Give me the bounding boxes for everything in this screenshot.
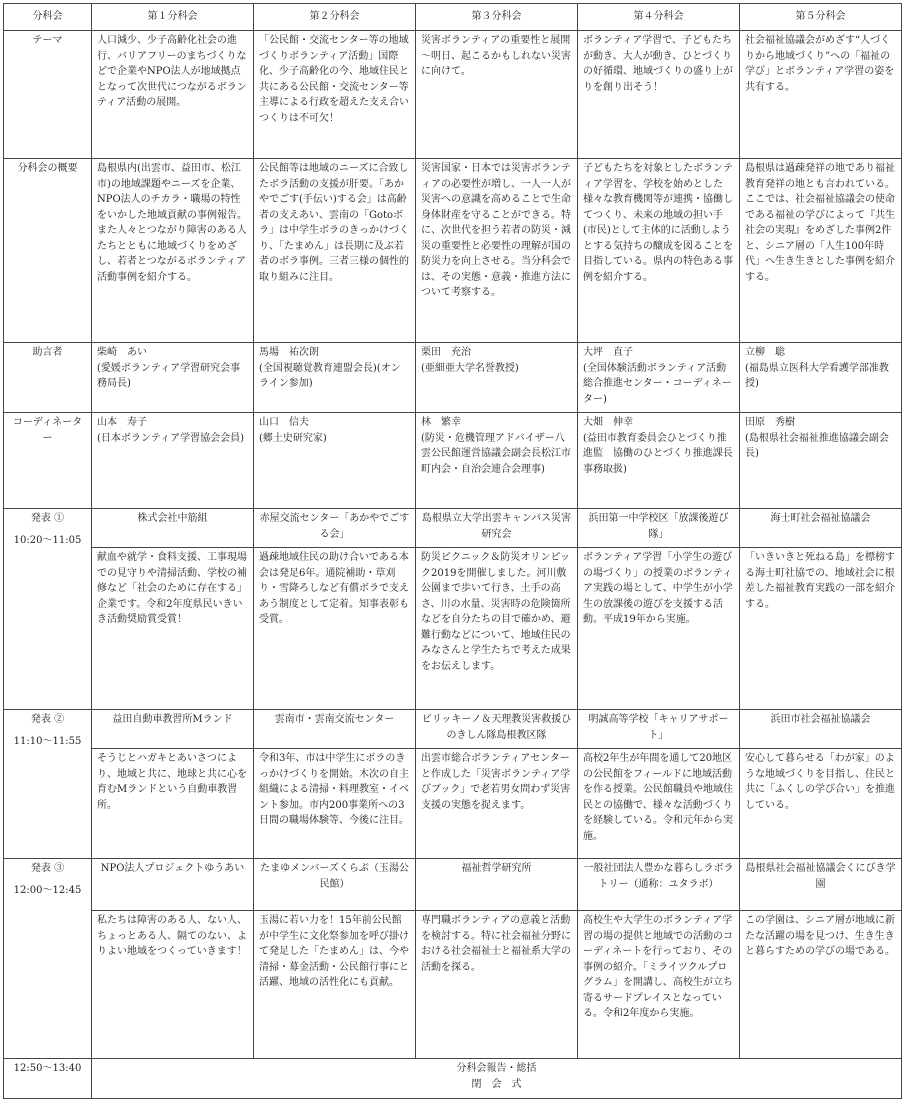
theme-cell: 「公民館・交流センター等の地域づくりボランティア活動」国際化、少子高齢化の今、地域住民と共にある公民館・交流センター等主導による行政を超えた支え合いつくりは不可欠！: [254, 31, 416, 159]
presenter-org: 島根県社会福祉協議会くにびき学園: [740, 859, 902, 911]
overview-cell: 島根県内(出雲市、益田市、松江市)の地域課題やニーズを企業、NPO法人のチカラ・職場の特性をいかした地域貢献の事例報告。また人々とつながり障害のある人たちとともに地域づくりをめざし、若者とつながるボランティア活動事例を紹介する。: [92, 159, 254, 343]
advisor-cell: [578, 343, 740, 413]
closing-report-label: 分科会報告・総括: [456, 1063, 537, 1074]
presentation-label: 発表 ③: [30, 863, 65, 874]
presentation-detail: 専門職ボランティアの意義と活動を検討する。特に社会福祉分野における社会福祉士と福祉系大学の活動を探る。: [416, 911, 578, 1059]
session-schedule-table: [3, 3, 902, 1099]
pres2-detail-row: [4, 749, 902, 859]
theme-row: [4, 31, 902, 159]
presentation-detail: 高校生や大学生のボランティア学習の場の提供と地域での活動のコーディネートを行っており、その事例の紹介。「ミライツクルプログラム」を開講し、高校生が立ち寄るサードプレイスとなっている。令和2年度から実施。: [578, 911, 740, 1059]
coordinator-cell: [254, 413, 416, 509]
presenter-org: 雲南市・雲南交流センター: [254, 710, 416, 749]
presentation-detail: 玉湯に若い力を！15年前公民館が中学生に文化祭参加を呼び掛けて発足した「たまめん」は、今や清掃・募金活動・公民館行事にと活躍、地域の活性化にも貢献。: [254, 911, 416, 1059]
coordinator-affiliation: (日本ボランティア学習協会会員): [97, 432, 245, 444]
advisor-row: [4, 343, 902, 413]
theme-cell: ボランティア学習で、子どもたちが動き、大人が動き、ひとづくりの好循環、地域づくりの盛り上がりを創り出そう！: [578, 31, 740, 159]
presentation-detail: そうじとハガキとあいさつにより、地域と共に、地球と共に心を育むMランドという自動車教習所。: [92, 749, 254, 859]
coordinator-affiliation: (防災・危機管理アドバイザー八雲公民館運営協議会副会長松江市町内会・自治会連合会理事): [421, 432, 571, 475]
presenter-org: たまゆメンバーズくらぶ（玉湯公民館）: [254, 859, 416, 911]
presenter-org: 島根県立大学出雲キャンパス災害研究会: [416, 509, 578, 548]
coordinator-name: 山口 信夫: [259, 417, 309, 428]
pres1-org-row: [4, 509, 902, 548]
presentation-detail: 過疎地域住民の助け合いである本会は発足6年。通院補助・草刈り・雪降ろしなど有償ボラで支えあう制度として定着。知事表彰も受賞。: [254, 548, 416, 710]
closing-ceremony-label: 閉 会 式: [471, 1078, 522, 1090]
presentation-detail: 令和3年、市は中学生にボラのきっかけづくりを開始。木次の自主組織による清掃・料理教室・イベント参加。市内200事業所への3日間の職場体験等、今後に注目。: [254, 749, 416, 859]
presentation-detail: 安心して暮らせる「わが家」のような地域づくりを目指し、住民と共に「ふくしの学び合い」を推進している。: [740, 749, 902, 859]
presenter-org: 一般社団法人豊かな暮らしラボラトリー（通称：ユタラボ）: [578, 859, 740, 911]
overview-cell: 公民館等は地域のニーズに合致したボラ活動の支援が肝要。「あかやでごす(手伝い)する会」は高齢者の支えあい、雲南の「Gotoボラ」は中学生ボラのきっかけづくり、「たまめん」は長期に及ぶ若者のボラ事例。三者三様の個性的取り組みに注目。: [254, 159, 416, 343]
pres3-detail-row: [4, 911, 902, 1059]
presentation-time: 10:20～11:05: [13, 534, 82, 546]
presentation-detail: この学園は、シニア層が地域に新たな活躍の場を見つけ、生き生きと暮らすための学びの場である。: [740, 911, 902, 1059]
presentation-detail: 防災ピクニック＆防災オリンピック2019を開催しました。河川敷公園まで歩いて行き、土手の高さ、川の水量、災害時の危険箇所などを自分たちの目で確かめ、避難行動などについて、地域住民のみなさんと学生たちで考えた成果をお伝えします。: [416, 548, 578, 710]
presentation-detail: 献血や就学・食料支援、工事現場での見守りや清掃活動、学校の補修など「社会のために存在する」企業です。令和2年度県民いきいき活動奨励賞受賞！: [92, 548, 254, 710]
header-session-1: 第１分科会: [92, 4, 254, 31]
advisor-affiliation: (愛媛ボランティア学習研究会事務局長): [97, 362, 241, 389]
overview-cell: 災害国家・日本では災害ボランティアの必要性が増し、一人一人が災害への意識を高めることで生命身体財産を守ることができる。特に、次世代を担う若者の防災・減災の重要性と必要性の理解が国の防災力を向上させる。当分科会では、その実態・意義・推進方法について考察する。: [416, 159, 578, 343]
coordinator-name: 田原 秀樹: [745, 417, 795, 428]
advisor-name: 栗田 充治: [421, 347, 471, 358]
advisor-name: 立柳 聡: [745, 347, 785, 358]
closing-cell: [92, 1059, 902, 1099]
presentation-time: 11:10～11:55: [13, 735, 82, 747]
advisor-name: 柴崎 あい: [97, 347, 147, 358]
presenter-org: NPO法人プロジェクトゆうあい: [92, 859, 254, 911]
presenter-org: 株式会社中筋組: [92, 509, 254, 548]
theme-cell: 社会福祉協議会がめざす“人づくりから地域づくり”への「福祉の学び」とボランティア学習の姿を共有する。: [740, 31, 902, 159]
row-label-coordinator: コーディネーター: [4, 413, 92, 509]
presentation-detail: 「いきいきと死ねる島」を標榜する海士町社協での、地域社会に根差した福祉教育実践の一部を紹介する。: [740, 548, 902, 710]
advisor-name: 馬場 祐次朗: [259, 347, 319, 358]
overview-cell: 子どもたちを対象としたボランティア学習を、学校を始めとした様々な教育機関等が連携・協働してつくり、未来の地域の担い手(市民)として主体的に活動しようとする気持ちの醸成を図ることを目指している。県内の特色ある事例を紹介する。: [578, 159, 740, 343]
presenter-org: 明誠高等学校「キャリアサポート」: [578, 710, 740, 749]
presentation-detail: 私たちは障害のある人、ない人、ちょっとある人、隔てのない、よりよい地域をつくっていきます！: [92, 911, 254, 1059]
advisor-affiliation: (全国体験活動ボランティア活動総合推進センター・コーディネーター): [583, 362, 732, 405]
presentation-time: 12:00～12:45: [13, 884, 82, 896]
pres1-detail-row: [4, 548, 902, 710]
coordinator-affiliation: (益田市教育委員会ひとづくり推進監 協働のひとづくり推進課長事務取扱): [583, 432, 733, 475]
advisor-cell: [254, 343, 416, 413]
coordinator-affiliation: (島根県社会福祉推進協議会副会長): [745, 432, 889, 459]
row-label-advisor: 助言者: [4, 343, 92, 413]
closing-row: [4, 1059, 902, 1099]
presentation-detail: ボランティア学習「小学生の遊びの場づくり」の授業のボランティア実践の場として、中学生が小学生の放課後の遊びを支援する活動。平成19年から実施。: [578, 548, 740, 710]
advisor-cell: [740, 343, 902, 413]
header-session-label: 分科会: [4, 4, 92, 31]
header-session-4: 第４分科会: [578, 4, 740, 31]
coordinator-cell: [92, 413, 254, 509]
coordinator-cell: [416, 413, 578, 509]
theme-cell: 人口減少、少子高齢化社会の進行、バリアフリーのまちづくりなどで企業やNPO法人が地域拠点となって次世代につながるボランティア活動の展開。: [92, 31, 254, 159]
header-session-3: 第３分科会: [416, 4, 578, 31]
header-row: [4, 4, 902, 31]
coordinator-affiliation: (郷土史研究家): [259, 432, 327, 444]
row-label-presentation-2: [4, 710, 92, 859]
coordinator-cell: [578, 413, 740, 509]
row-label-presentation-1: [4, 509, 92, 710]
presenter-org: 浜田市社会福祉協議会: [740, 710, 902, 749]
overview-cell: 島根県は過疎発祥の地であり福祉教育発祥の地とも言われている。ここでは、社会福祉協議会の使命である福祉の学びによって『共生社会の実現』をめざした事例2件と、シニア層の「人生100年時代」へ生き生きとした事例を紹介する。: [740, 159, 902, 343]
advisor-affiliation: (亜細亜大学名誉教授): [421, 362, 519, 374]
coordinator-name: 林 繁幸: [421, 417, 461, 428]
coordinator-row: [4, 413, 902, 509]
presentation-label: 発表 ①: [30, 513, 65, 524]
row-label-presentation-3: [4, 859, 92, 1059]
advisor-affiliation: (福島県立医科大学看護学部准教授): [745, 362, 889, 389]
row-label-theme: テーマ: [4, 31, 92, 159]
presenter-org: 益田自動車教習所Mランド: [92, 710, 254, 749]
advisor-name: 大坪 直子: [583, 347, 633, 358]
header-session-2: 第２分科会: [254, 4, 416, 31]
presentation-detail: 出雲市総合ボランティアセンターと作成した「災害ボランティア学びブック」で老若男女問わず災害支援の実態を捉えます。: [416, 749, 578, 859]
presentation-detail: 高校2年生が年間を通して20地区の公民館をフィールドに地域活動を作る授業。公民館職員や地域住民との協働で、様々な活動づくりを経験している。令和元年から実施。: [578, 749, 740, 859]
header-session-5: 第５分科会: [740, 4, 902, 31]
pres2-org-row: [4, 710, 902, 749]
advisor-cell: [92, 343, 254, 413]
presenter-org: 浜田第一中学校区「放課後遊び隊」: [578, 509, 740, 548]
coordinator-name: 山本 寿子: [97, 417, 147, 428]
advisor-affiliation: (全国視聴覚教育連盟会長)(オンライン参加): [259, 362, 401, 389]
presenter-org: ビリッキーノ＆天理教災害救援ひのきしん隊島根教区隊: [416, 710, 578, 749]
presenter-org: 海士町社会福祉協議会: [740, 509, 902, 548]
overview-row: [4, 159, 902, 343]
closing-time: 12:50～13:40: [4, 1059, 92, 1099]
coordinator-cell: [740, 413, 902, 509]
row-label-overview: 分科会の概要: [4, 159, 92, 343]
coordinator-name: 大畑 伸幸: [583, 417, 633, 428]
theme-cell: 災害ボランティアの重要性と展開～明日、起こるかもしれない災害に向けて。: [416, 31, 578, 159]
presenter-org: 赤屋交流センター「あかやでごする会」: [254, 509, 416, 548]
presenter-org: 福祉哲学研究所: [416, 859, 578, 911]
advisor-cell: [416, 343, 578, 413]
pres3-org-row: [4, 859, 902, 911]
presentation-label: 発表 ②: [30, 714, 65, 725]
